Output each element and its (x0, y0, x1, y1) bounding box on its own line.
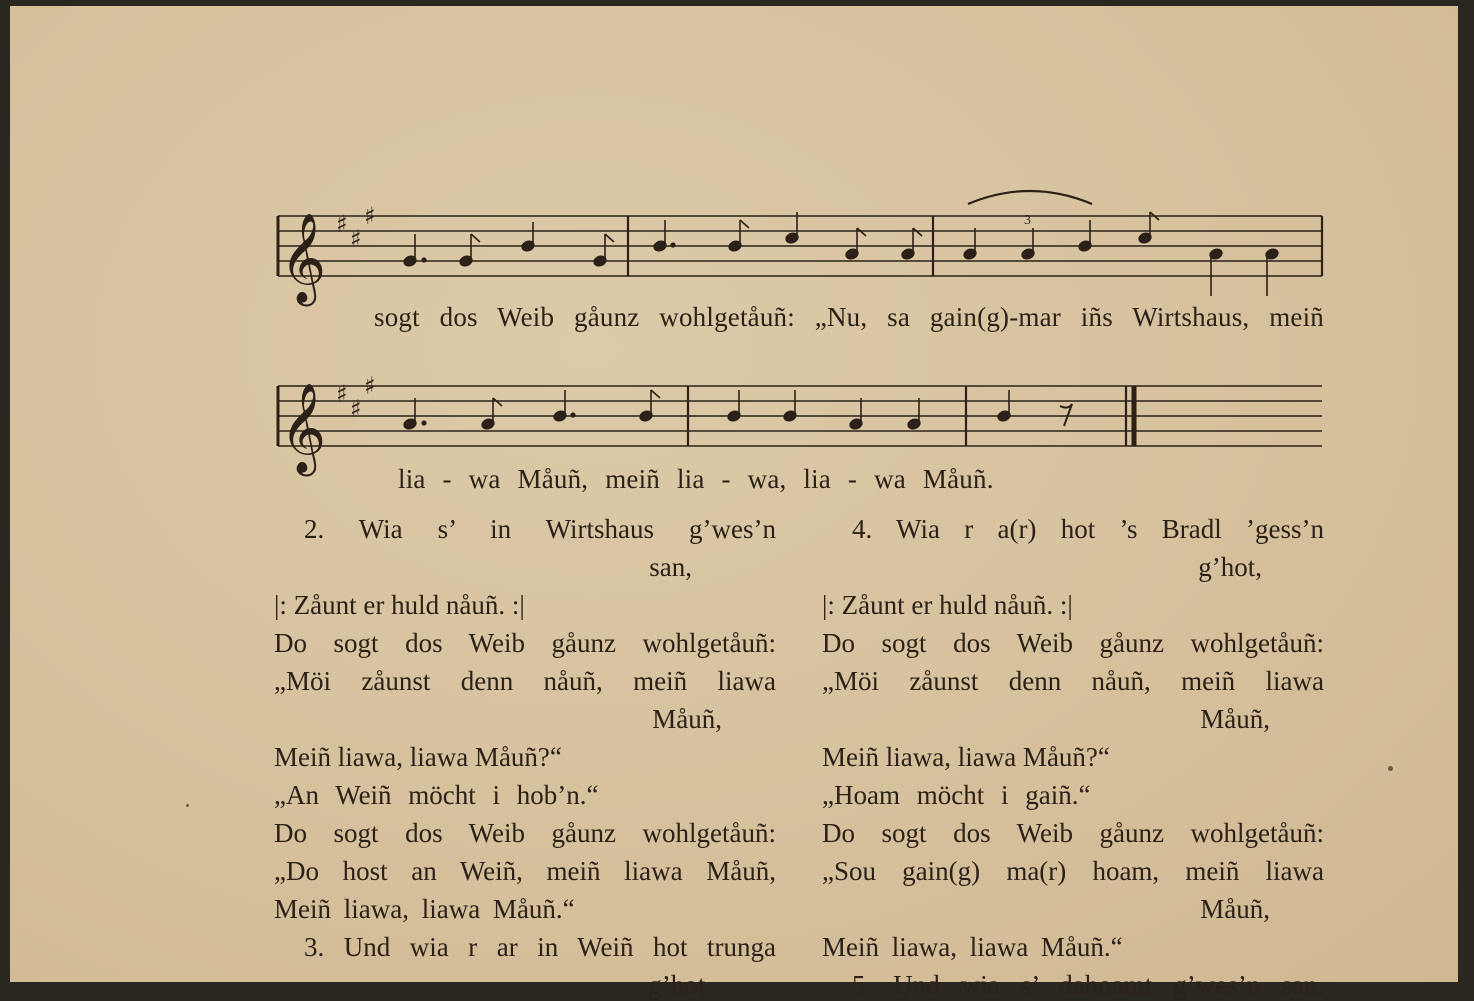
verse-2-line-1-cont: san, (649, 552, 692, 582)
verse-2-line-1: 2. Wia s’ in Wirtshaus g’wes’n (304, 514, 776, 544)
verse-3-line-1: 3. Und wia r ar in Weiñ hot trunga (304, 932, 776, 962)
staff-2-notes (403, 390, 1072, 430)
verse-4-line-8-cont: Måuñ, (1200, 894, 1270, 924)
triplet-mark: 3 (1024, 213, 1031, 228)
verse-4-line-7: Do sogt dos Weib gåunz wohlgetåuñ: (822, 818, 1324, 848)
slur (968, 191, 1092, 204)
verse-4-line-6: „Hoam möcht i gaiñ.“ (822, 780, 1091, 810)
staff-1-notes (403, 212, 1279, 296)
verse-4-line-8: „Sou gain(g) ma(r) hoam, meiñ liawa (822, 856, 1324, 886)
sheet-music-page (10, 6, 1458, 1000)
paper-speck (186, 804, 189, 807)
verse-2-line-3: Do sogt dos Weib gåunz wohlgetåuñ: (274, 628, 776, 658)
verse-4-line-4: „Möi zåunst denn nåuñ, meiñ liawa (822, 666, 1324, 696)
lyric-line-2: lia - wa Måuñ, meiñ lia - wa, lia - wa Måuñ. (398, 464, 994, 494)
verse-2-line-7: Do sogt dos Weib gåunz wohlgetåuñ: (274, 818, 776, 848)
staff-2 (278, 386, 1322, 446)
sharp-icon: ♯ (336, 380, 348, 408)
sharp-icon: ♯ (364, 202, 376, 230)
verse-2-line-8: „Do host an Weiñ, meiñ liawa Måuñ, (274, 856, 776, 886)
sharp-icon: ♯ (336, 210, 348, 238)
verse-2-line-5: Meiñ liawa, liawa Måuñ?“ (274, 742, 562, 772)
sharp-icon: ♯ (364, 372, 376, 400)
staff-1 (278, 216, 1322, 276)
verse-2-line-4-cont: Måuñ, (652, 704, 722, 734)
sharp-icon: ♯ (350, 395, 362, 423)
paper-speck (1388, 766, 1393, 771)
verse-5-line-1: 5. Und wia s’ dahoamt g’wes’n san, (852, 970, 1324, 1000)
music-notation (10, 6, 1458, 506)
verse-2-line-4: „Möi zåunst denn nåuñ, meiñ liawa (274, 666, 776, 696)
verse-4-line-9: Meiñ liawa, liawa Måuñ.“ (822, 932, 1123, 962)
verse-2-line-9: Meiñ liawa, liawa Måuñ.“ (274, 894, 575, 924)
verse-4-line-5: Meiñ liawa, liawa Måuñ?“ (822, 742, 1110, 772)
verse-4-line-1: 4. Wia r a(r) hot ’s Bradl ’gess’n (852, 514, 1324, 544)
lyric-line-1: sogt dos Weib gåunz wohlgetåuñ: „Nu, sa gain(g)-mar iñs Wirtshaus, meiñ (374, 302, 1324, 332)
verse-4-line-2: |: Zåunt er huld nåuñ. :| (822, 590, 1073, 620)
verse-4-line-3: Do sogt dos Weib gåunz wohlgetåuñ: (822, 628, 1324, 658)
sharp-icon: ♯ (350, 225, 362, 253)
treble-clef-icon: 𝄞 (280, 383, 327, 473)
verse-4-line-1-cont: g’hot, (1198, 552, 1262, 582)
verse-2-line-6: „An Weiñ möcht i hob’n.“ (274, 780, 599, 810)
treble-clef-icon: 𝄞 (280, 213, 327, 303)
eighth-rest-icon (1060, 404, 1072, 426)
verse-4-line-4-cont: Måuñ, (1200, 704, 1270, 734)
verse-3-line-1-cont: g’hot, (648, 970, 712, 1000)
verse-2-line-2: |: Zåunt er huld nåuñ. :| (274, 590, 525, 620)
